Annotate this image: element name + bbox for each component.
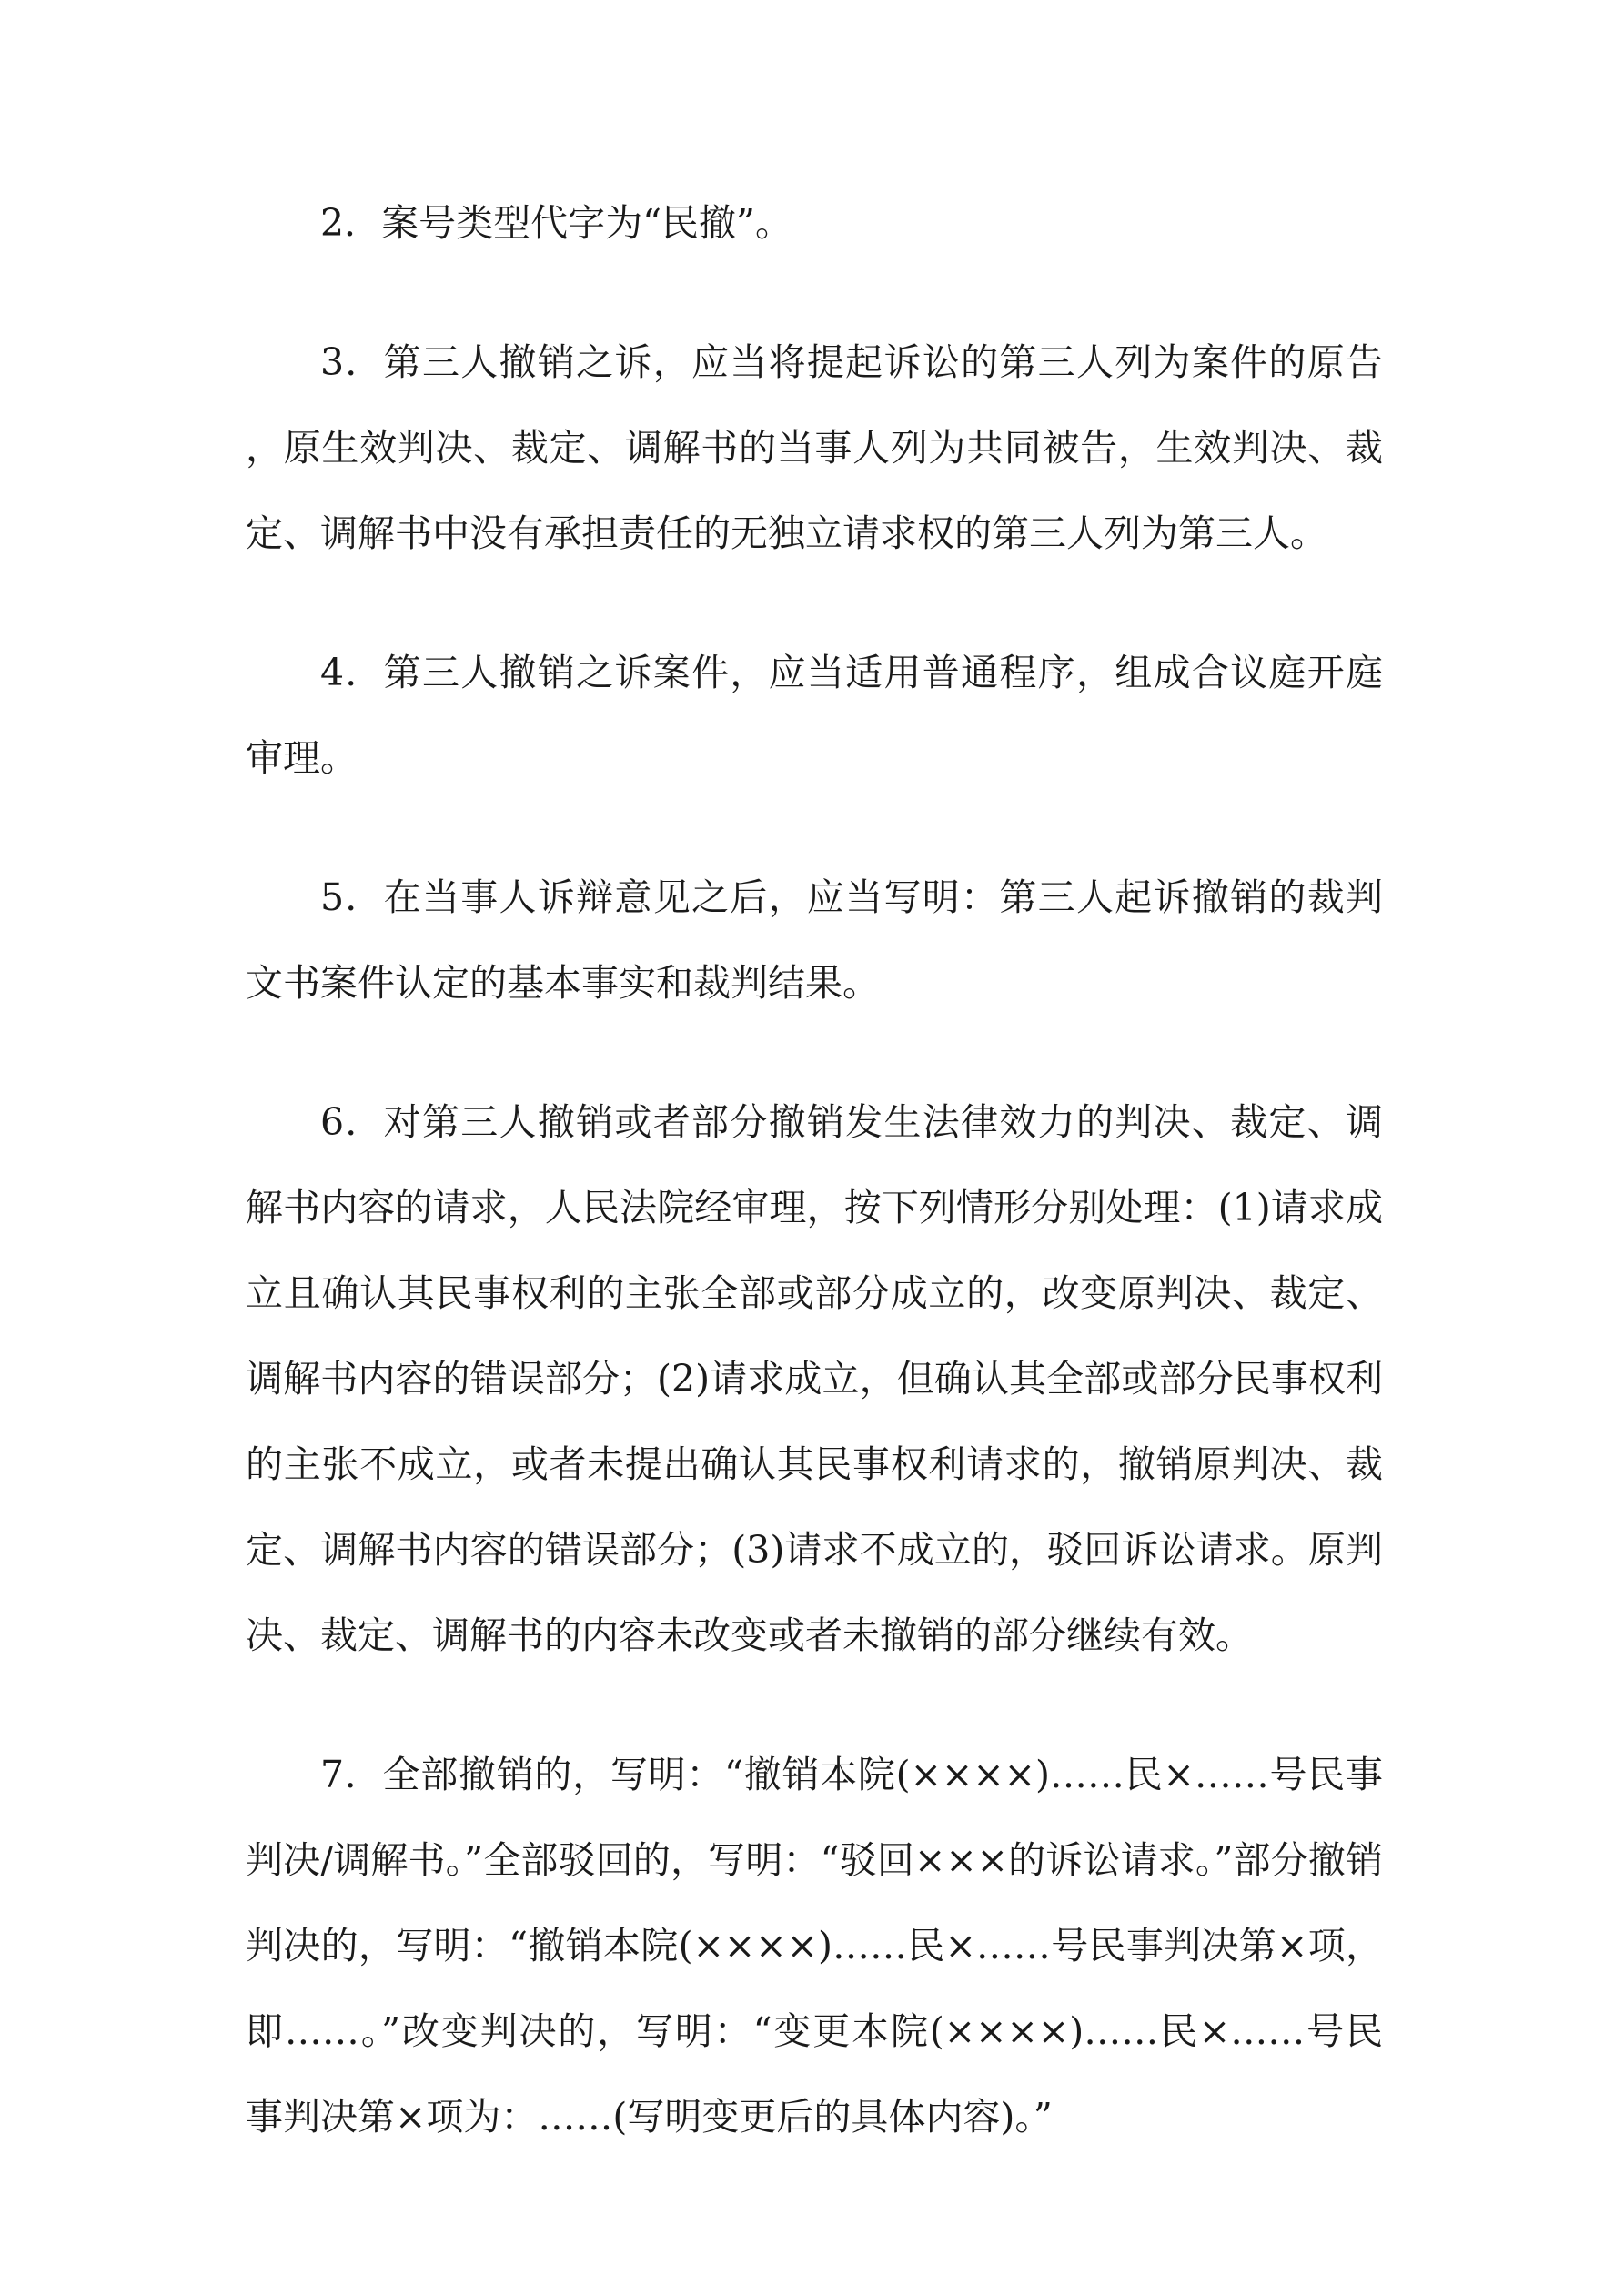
paragraph-item-4: 4．第三人撤销之诉案件，应当适用普通程序，组成合议庭开庭审理。: [246, 651, 1383, 780]
paragraph-item-3: 3．第三人撤销之诉，应当将提起诉讼的第三人列为案件的原告，原生效判决、裁定、调解书的当事人列为共同被告，生效判决、裁定、调解书中没有承担责任的无独立请求权的第三人列为第三人。: [246, 340, 1383, 555]
document-body: [246, 180, 1383, 2213]
paragraph-item-2: 2．案号类型代字为“民撤”。: [320, 201, 793, 245]
paragraph-item-6: 6．对第三人撤销或者部分撤销发生法律效力的判决、裁定、调解书内容的请求，人民法院经审理，按下列情形分别处理：(1)请求成立且确认其民事权利的主张全部或部分成立的，改变原判决、裁定、调解书内容的错误部分；(2)请求成立，但确认其全部或部分民事权利的主张不成立，或者未提出确认其民事权利请求的，撤销原判决、裁定、调解书内容的错误部分；(3)请求不成立的，驳回诉讼请求。原判决、裁定、调解书的内容未改变或者未撤销的部分继续有效。: [246, 1100, 1383, 1657]
paragraph-item-7: 7．全部撤销的，写明：“撤销本院(××××)……民×……号民事判决/调解书。”全部驳回的，写明：“驳回×××的诉讼请求。”部分撤销判决的，写明：“撤销本院(××××)……民×……号民事判决第×项，即……。”改变判决的，写明：“变更本院(××××)……民×……号民事判决第×项为：……(写明变更后的具体内容)。”: [246, 1753, 1383, 2139]
paragraph-item-5: 5．在当事人诉辩意见之后，应当写明：第三人起诉撤销的裁判文书案件认定的基本事实和裁判结果。: [246, 875, 1383, 1005]
